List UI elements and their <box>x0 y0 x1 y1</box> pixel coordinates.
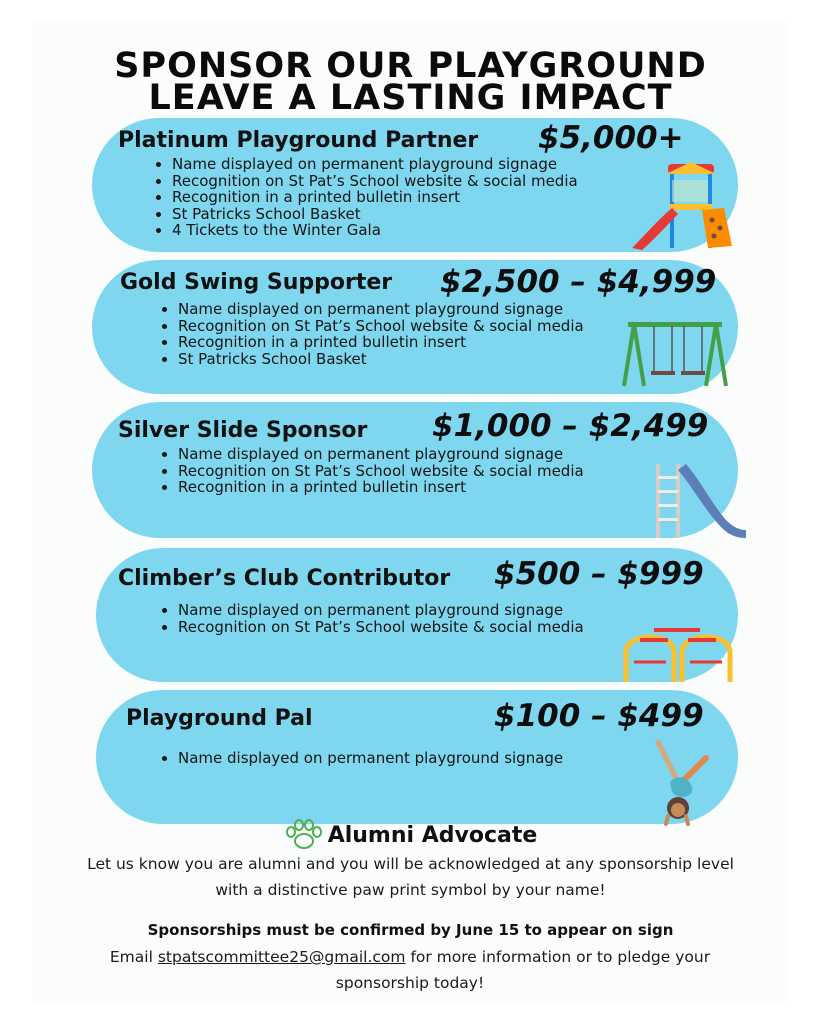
tier-climbers-price: $500 – $999 <box>494 556 704 592</box>
climbing-arch-icon <box>620 618 736 684</box>
contact-line-2: sponsorship today! <box>335 974 485 992</box>
perk-item: • Recognition on St Pat’s School website & social media <box>172 173 578 190</box>
tier-platinum-price: $5,000+ <box>538 120 684 156</box>
perk-item: • Name displayed on permanent playground signage <box>178 602 584 619</box>
perk-item: • Recognition in a printed bulletin insert <box>172 189 578 206</box>
perk-item: • Name displayed on permanent playground signage <box>172 156 578 173</box>
cartwheel-child-icon <box>648 738 710 828</box>
perk-item: • Recognition in a printed bulletin insert <box>178 334 584 351</box>
headline-line-1: SPONSOR OUR PLAYGROUND <box>114 46 707 86</box>
swing-set-icon <box>622 316 728 388</box>
headline-line-2: LEAVE A LASTING IMPACT <box>148 78 673 118</box>
alumni-description-line-2: with a distinctive paw print symbol by your name! <box>215 881 606 899</box>
perk-item: • Name displayed on permanent playground signage <box>178 301 584 318</box>
paw-print-icon <box>284 819 324 851</box>
contact-suffix: for more information or to pledge your <box>405 948 711 966</box>
alumni-description-line-1: Let us know you are alumni and you will be acknowledged at any sponsorship level <box>87 855 734 873</box>
tier-platinum-name: Platinum Playground Partner <box>118 128 479 153</box>
tier-silver-perks <box>156 446 584 496</box>
perk-item: • St Patricks School Basket <box>172 206 578 223</box>
tier-silver-price: $1,000 – $2,499 <box>432 408 709 444</box>
perk-item: • Recognition on St Pat’s School website & social media <box>178 619 584 636</box>
tier-silver-name: Silver Slide Sponsor <box>118 418 368 443</box>
perk-item: • St Patricks School Basket <box>178 351 584 368</box>
email-link[interactable]: stpatscommittee25@gmail.com <box>157 948 406 966</box>
perk-item: • Name displayed on permanent playground signage <box>178 750 563 767</box>
perk-item: • 4 Tickets to the Winter Gala <box>172 222 578 239</box>
tier-platinum-perks <box>150 156 578 239</box>
deadline-notice: Sponsorships must be confirmed by June 15 to appear on sign <box>147 921 674 939</box>
perk-item: • Name displayed on permanent playground signage <box>178 446 584 463</box>
alumni-title: Alumni Advocate <box>327 822 538 848</box>
contact-prefix: Email <box>109 948 158 966</box>
perk-item: • Recognition on St Pat’s School website & social media <box>178 463 584 480</box>
slide-icon <box>646 456 748 542</box>
perk-item: • Recognition in a printed bulletin insert <box>178 479 584 496</box>
perk-item: • Recognition on St Pat’s School website & social media <box>178 318 584 335</box>
tier-climbers-name: Climber’s Club Contributor <box>118 566 451 591</box>
tier-pal-perks <box>156 750 563 767</box>
contact-text <box>60 944 760 996</box>
tier-pal-name: Playground Pal <box>126 706 313 731</box>
tier-pal-price: $100 – $499 <box>494 698 704 734</box>
tier-gold-price: $2,500 – $4,999 <box>440 264 717 300</box>
tier-climbers-perks <box>156 602 584 635</box>
tier-gold-name: Gold Swing Supporter <box>120 270 393 295</box>
tier-gold-perks <box>156 301 584 367</box>
playground-tower-slide-icon <box>628 158 734 254</box>
alumni-heading <box>0 818 821 852</box>
